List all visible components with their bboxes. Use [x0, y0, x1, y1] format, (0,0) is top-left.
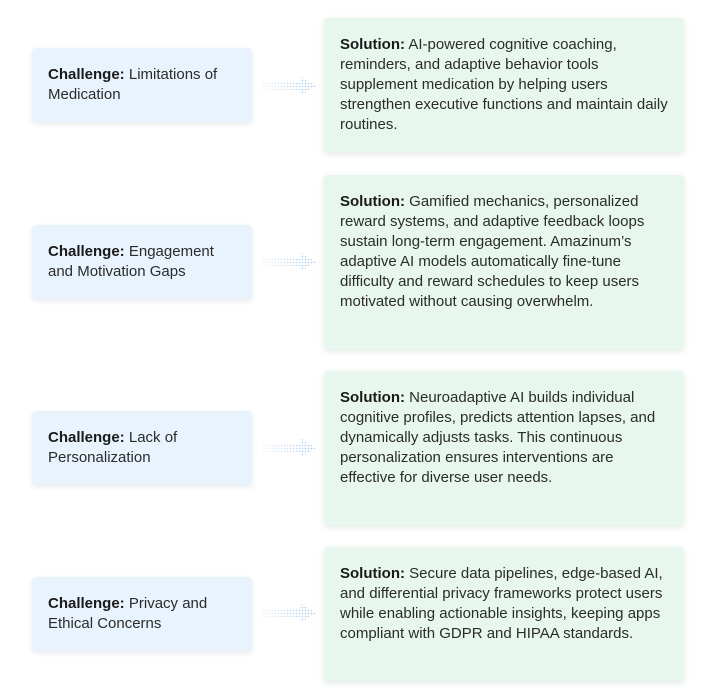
solution-card-medication	[324, 18, 684, 152]
solution-body: Secure data pipelines, edge-based AI, and differential privacy frameworks protect users while enabling actionable insights, keeping apps compliant with GDPR and HIPAA standards.	[340, 565, 663, 642]
challenge-label: Challenge:	[48, 595, 125, 612]
solution-text	[340, 564, 668, 644]
solution-text	[340, 388, 668, 488]
challenge-text	[48, 428, 236, 468]
arrow-icon	[262, 252, 316, 272]
solution-card-personalization	[324, 371, 684, 525]
arrow-icon	[262, 603, 316, 623]
solution-label: Solution:	[340, 193, 405, 210]
challenge-card-medication	[32, 48, 252, 122]
solution-card-engagement	[324, 175, 684, 349]
arrow-icon	[262, 438, 316, 458]
solution-card-privacy	[324, 547, 684, 681]
challenge-title: Lack of Personalization	[48, 429, 178, 466]
challenge-card-engagement	[32, 225, 252, 299]
challenge-label: Challenge:	[48, 243, 125, 260]
solution-text	[340, 192, 668, 312]
solution-body: Neuroadaptive AI builds individual cognitive profiles, predicts attention lapses, and dynamically adjusts tasks. This continuous personalization ensures interventions are effective for diverse user needs.	[340, 389, 656, 486]
challenge-label: Challenge:	[48, 429, 125, 446]
challenge-text	[48, 594, 236, 634]
challenge-text	[48, 242, 236, 282]
challenge-title: Limitations of Medication	[48, 66, 218, 103]
solution-body: Gamified mechanics, personalized reward systems, and adaptive feedback loops sustain long-term engagement. Amazinum’s adaptive AI models automatically fine-tune difficulty and reward schedules to keep users motivated without causing overwhelm.	[340, 193, 645, 310]
solution-text	[340, 35, 668, 135]
arrow-icon	[262, 76, 316, 96]
challenge-title: Engagement and Motivation Gaps	[48, 243, 214, 280]
solution-body: AI-powered cognitive coaching, reminders, and adaptive behavior tools supplement medication by helping users strengthen executive functions and maintain daily routines.	[340, 36, 668, 133]
challenge-label: Challenge:	[48, 66, 125, 83]
solution-label: Solution:	[340, 36, 405, 53]
challenge-text	[48, 65, 236, 105]
solution-label: Solution:	[340, 389, 405, 406]
challenge-title: Privacy and Ethical Concerns	[48, 595, 208, 632]
challenge-card-personalization	[32, 411, 252, 485]
solution-label: Solution:	[340, 565, 405, 582]
challenge-card-privacy	[32, 577, 252, 651]
